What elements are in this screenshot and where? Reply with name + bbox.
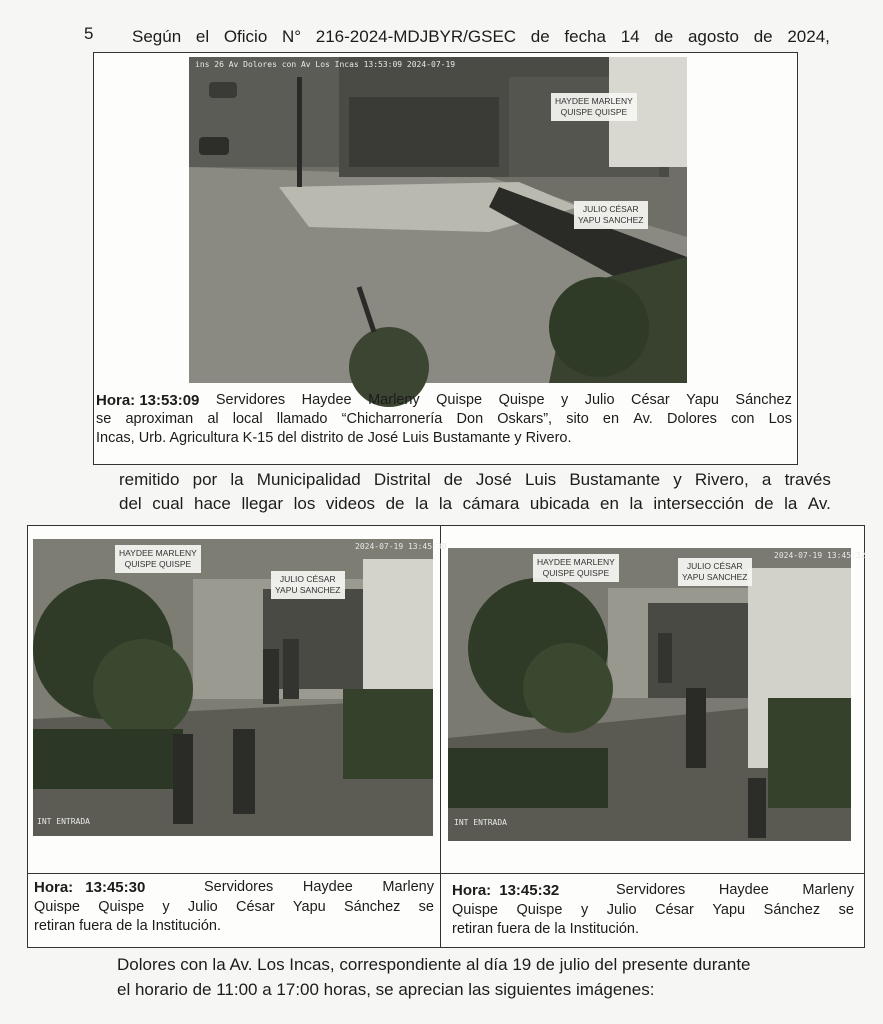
- caption-top-line-1-word: Haydee: [301, 392, 352, 408]
- paragraph-1-line-2-word: hace: [194, 494, 231, 513]
- caption-right-line-1-word: Servidores: [616, 882, 686, 898]
- paragraph-1-line-2-word: la: [784, 494, 798, 513]
- caption-top-line-2-word: “Chicharronería: [341, 411, 443, 427]
- intro-word: de: [753, 27, 773, 46]
- paragraph-1-line-1-word: y: [673, 470, 682, 489]
- caption-left-line-1-word: Haydee: [302, 879, 353, 895]
- caption-top-line-1-word: Yapu: [686, 392, 719, 408]
- figure-pair: [27, 525, 865, 948]
- paragraph-2-line-2: el horario de 11:00 a 17:00 horas, se aprecian las siguientes imágenes:: [117, 980, 655, 999]
- paragraph-1-line-2-word: Av.: [807, 494, 831, 513]
- camera-label-left: INT ENTRADA: [37, 817, 90, 826]
- intro-word: de: [654, 27, 674, 46]
- label-haydee-left: HAYDEE MARLENY QUISPE QUISPE: [115, 545, 201, 573]
- caption-right-line-2-word: Yapu: [712, 902, 746, 918]
- caption-right-time-label: Hora:: [452, 882, 492, 899]
- caption-top-line-2-word: al: [207, 411, 219, 427]
- caption-top-line-2-word: aproximan: [125, 411, 194, 427]
- paragraph-1-line-2-word: intersección: [653, 494, 745, 513]
- caption-top-line-1-word: Quispe: [436, 392, 483, 408]
- caption-top-line-2-word: local: [232, 411, 263, 427]
- caption-left-line-1-word: Servidores: [204, 879, 274, 895]
- paragraph-1-line-1-word: través: [784, 470, 831, 489]
- paragraph-1-line-1-word: Luis: [524, 470, 557, 489]
- caption-left-line-1-words: [204, 878, 434, 898]
- paragraph-1-line-1-word: por: [192, 470, 218, 489]
- figure-divider: [440, 526, 441, 947]
- caption-top-line-1-word: y: [560, 392, 569, 408]
- caption-right-line-1-word: Haydee: [718, 882, 769, 898]
- caption-left-line-2-word: Julio: [187, 899, 218, 915]
- paragraph-1-line-2-word: de: [385, 494, 405, 513]
- osd-timestamp: ins 26 Av Dolores con Av Los Incas 13:53:09 2024-07-19: [195, 60, 456, 69]
- caption-top-line-1-word: César: [631, 392, 670, 408]
- caption-right-line-1: [452, 881, 854, 901]
- caption-right-line-2-word: se: [838, 902, 854, 918]
- caption-top-line-1-word: Servidores: [215, 392, 286, 408]
- intro-word: 2024,: [787, 27, 830, 46]
- caption-left-line-2-word: Quispe: [34, 899, 80, 915]
- caption-right-line-1-word: Marleny: [802, 882, 854, 898]
- caption-top-line-2-word: Oskars”,: [497, 411, 553, 427]
- paragraph-1-line-2-word: cual: [152, 494, 184, 513]
- caption-left-line-1: [34, 878, 434, 898]
- caption-top-line-2-word: se: [96, 411, 112, 427]
- caption-right-line-2-word: César: [655, 902, 694, 918]
- caption-right-line-2-word: Sánchez: [763, 902, 821, 918]
- cctv-photo-street: [189, 57, 687, 383]
- caption-top-line-2-word: Dolores: [666, 411, 717, 427]
- caption-left-time-label: Hora:: [34, 879, 74, 896]
- caption-top-line-3: Incas, Urb. Agricultura K-15 del distrito de José Luis Bustamante y Rivero.: [96, 430, 572, 446]
- caption-top-line-2-word: en: [602, 411, 620, 427]
- caption-right: [452, 881, 854, 939]
- osd-timestamp-left: 2024-07-19 13:45:30: [355, 542, 447, 551]
- paragraph-1-line-1-word: de: [443, 470, 463, 489]
- caption-top-line-1-word: Julio: [584, 392, 615, 408]
- camera-label-right: INT ENTRADA: [454, 818, 507, 827]
- caption-right-line-2: [452, 901, 854, 920]
- paragraph-1-line-1: [119, 470, 831, 490]
- intro-word: N°: [281, 27, 302, 46]
- caption-right-line-2-word: Quispe: [452, 902, 498, 918]
- caption-top-line-2-word: Los: [768, 411, 792, 427]
- paragraph-1-line-2-word: en: [600, 494, 619, 513]
- label-julio: JULIO CÉSAR YAPU SANCHEZ: [574, 201, 648, 229]
- caption-top-line-1: [96, 391, 792, 410]
- paragraph-1-line-1-word: a: [761, 470, 772, 489]
- caption-right-line-2-word: Julio: [606, 902, 637, 918]
- caption-top-line-1-word: Quispe: [498, 392, 545, 408]
- caption-top-line-2-word: llamado: [276, 411, 328, 427]
- caption-left-line-3: retiran fuera de la Institución.: [34, 918, 221, 934]
- figure-top: [93, 52, 798, 465]
- label-julio-left: JULIO CÉSAR YAPU SANCHEZ: [271, 571, 345, 599]
- paragraph-1-line-1-word: Bustamante: [569, 470, 661, 489]
- intro-word: 14: [620, 27, 640, 46]
- caption-left-line-2: [34, 898, 434, 917]
- paragraph-2-line-1: Dolores con la Av. Los Incas, correspondiente al día 19 de julio del presente durante: [117, 955, 751, 974]
- paragraph-1-line-2-word: de: [754, 494, 774, 513]
- paragraph-1-line-2-word: ubicada: [529, 494, 590, 513]
- caption-left-line-2-word: Sánchez: [343, 899, 401, 915]
- paragraph-1-line-2: [119, 494, 831, 514]
- paragraph-1-line-2-word: la: [415, 494, 429, 513]
- caption-left-line-2-word: César: [235, 899, 275, 915]
- intro-word: agosto: [687, 27, 739, 46]
- intro-word: 216-2024-MDJBYR/GSEC: [315, 27, 517, 46]
- label-haydee: HAYDEE MARLENY QUISPE QUISPE: [551, 93, 637, 121]
- caption-left-line-2-word: y: [162, 899, 170, 915]
- paragraph-1-line-1-word: Rivero,: [694, 470, 749, 489]
- caption-right-line-2-word: Quispe: [516, 902, 563, 918]
- intro-line: [132, 27, 830, 47]
- intro-word: Oficio: [223, 27, 268, 46]
- cctv-photo-entrance-left: [33, 539, 447, 836]
- entrance-scene-image-right: [448, 548, 851, 841]
- paragraph-1-line-1-word: la: [230, 470, 244, 489]
- intro-word: de: [530, 27, 550, 46]
- caption-top-time: Hora: 13:53:09: [96, 392, 200, 409]
- caption-top-line-2: [96, 410, 792, 429]
- paragraph-1-line-2-word: cámara: [462, 494, 520, 513]
- caption-left-line-2-word: se: [418, 899, 434, 915]
- caption-right-line-3: retiran fuera de la Institución.: [452, 921, 639, 937]
- caption-left-time-value: 13:45:30: [85, 879, 146, 896]
- caption-top-line-2-word: sito: [566, 411, 589, 427]
- intro-word: Según: [132, 27, 182, 46]
- label-julio-right: JULIO CÉSAR YAPU SANCHEZ: [678, 558, 752, 586]
- osd-timestamp-right: 2024-07-19 13:45:32: [774, 551, 866, 560]
- caption-left-line-1-word: Marleny: [382, 879, 434, 895]
- paragraph-1-line-1-word: remitido: [119, 470, 180, 489]
- paragraph-1-line-2-word: llegar: [241, 494, 284, 513]
- caption-top-line-1-word: Marleny: [368, 392, 420, 408]
- caption-top-line-2-word: con: [731, 411, 755, 427]
- intro-word: fecha: [564, 27, 606, 46]
- caption-right-line-1-words: [616, 881, 854, 901]
- paragraph-1-line-1-word: Municipalidad: [256, 470, 361, 489]
- cctv-photo-entrance-right: [448, 548, 866, 841]
- paragraph-1-line-1-word: José: [475, 470, 512, 489]
- page-number: 5: [84, 24, 94, 43]
- intro-word: el: [195, 27, 210, 46]
- paragraph-1-line-2-word: los: [293, 494, 316, 513]
- caption-top: [96, 391, 792, 448]
- paragraph-1-line-2-word: la: [438, 494, 453, 513]
- paragraph-1-line-2-word: la: [629, 494, 643, 513]
- paragraph-1-line-2-word: del: [119, 494, 142, 513]
- paragraph-1-line-2-word: videos: [325, 494, 376, 513]
- label-haydee-right: HAYDEE MARLENY QUISPE QUISPE: [533, 554, 619, 582]
- caption-left-line-2-word: Quispe: [98, 899, 145, 915]
- figure-caption-divider: [28, 873, 864, 874]
- paragraph-1-line-1-word: Distrital: [373, 470, 431, 489]
- caption-right-line-2-word: y: [580, 902, 589, 918]
- caption-right-time-value: 13:45:32: [499, 882, 560, 899]
- caption-left: [34, 878, 434, 936]
- caption-top-line-2-word: Don: [456, 411, 484, 427]
- caption-top-line-1-word: Sánchez: [735, 392, 792, 408]
- caption-top-line-2-word: Av.: [633, 411, 653, 427]
- caption-left-line-2-word: Yapu: [292, 899, 326, 915]
- entrance-scene-image-left: [33, 539, 433, 836]
